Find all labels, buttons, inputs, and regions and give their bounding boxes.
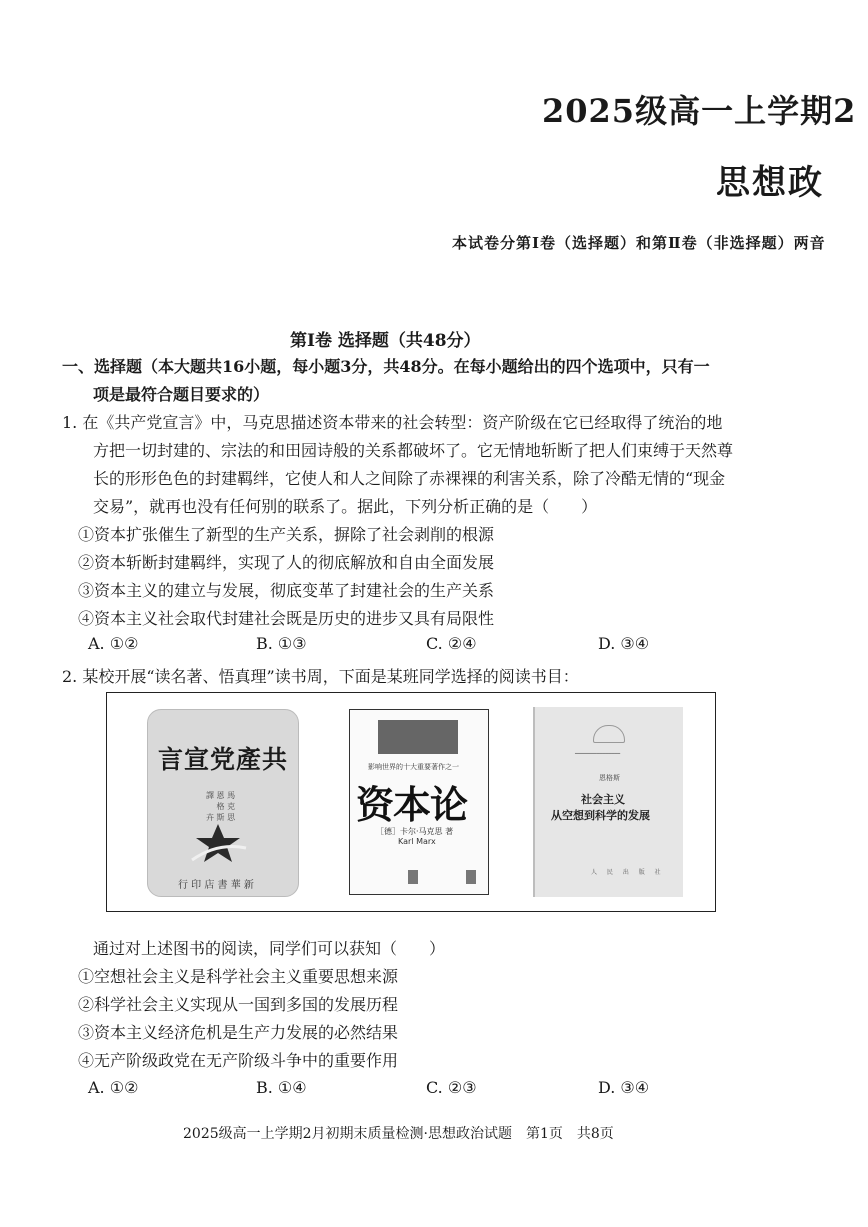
book2-subtitle: 影响世界的十大重要著作之一 — [368, 763, 459, 771]
q1-option-3: ③资本主义的建立与发展，彻底变革了封建社会的生产关系 — [78, 581, 495, 600]
exam-note: 本试卷分第Ⅰ卷（选择题）和第Ⅱ卷（非选择题）两音 — [452, 234, 826, 252]
q2-option-3: ③资本主义经济危机是生产力发展的必然结果 — [78, 1023, 399, 1042]
q1-choice-a: A. ①② — [88, 634, 139, 653]
barcode-icon — [466, 870, 476, 884]
q2-choice-a: A. ①② — [88, 1078, 139, 1097]
q1-option-2: ②资本斩断封建羁绊，实现了人的彻底解放和自由全面发展 — [78, 553, 495, 572]
q2-option-1: ①空想社会主义是科学社会主义重要思想来源 — [78, 967, 399, 986]
q2-question: 通过对上述图书的阅读，同学们可以获知（ ） — [93, 939, 446, 958]
q2-choice-d: D. ③④ — [598, 1078, 650, 1097]
book3-title-2: 从空想到科学的发展 — [551, 809, 650, 822]
cover-photo — [378, 720, 458, 754]
q1-stem-line-1: 1. 在《共产党宣言》中，马克思描述资本带来的社会转型：资产阶级在它已经取得了统治的地 — [62, 413, 723, 432]
q2-choice-b: B. ①④ — [256, 1078, 307, 1097]
q2-choice-c: C. ②③ — [426, 1078, 477, 1097]
q1-option-1: ①资本扩张催生了新型的生产关系，摒除了社会剥削的根源 — [78, 525, 495, 544]
exam-subject: 思想政 — [716, 163, 824, 203]
small-print-decoration: ━━━━━━━━━━━━━━━ — [575, 751, 621, 757]
book1-small-b: 格 克 — [206, 802, 236, 811]
q2-option-4: ④无产阶级政党在无产阶级斗争中的重要作用 — [78, 1051, 399, 1070]
book1-small-a: 譯 恩 馬 — [206, 791, 236, 800]
section-instruction-1: 一、选择题（本大题共16小题，每小题3分，共48分。在每小题给出的四个选项中，只有一 — [62, 357, 710, 376]
page-footer: 2025级高一上学期2月初期末质量检测·思想政治试题 第1页 共8页 — [183, 1126, 614, 1142]
q2-stem: 2. 某校开展“读名著、悟真理”读书周，下面是某班同学选择的阅读书目： — [62, 667, 579, 686]
star-emblem-icon — [188, 822, 248, 866]
q2-option-2: ②科学社会主义实现从一国到多国的发展历程 — [78, 995, 399, 1014]
q1-option-4: ④资本主义社会取代封建社会既是历史的进步又具有局限性 — [78, 609, 495, 628]
book2-author: ［德］卡尔·马克思 著 — [376, 827, 454, 836]
book-socialism-utopian-scientific — [533, 707, 683, 897]
q1-stem-line-4: 交易”，就再也没有任何别的联系了。据此，下列分析正确的是（ ） — [93, 497, 598, 516]
book-communist-manifesto — [147, 709, 299, 897]
book1-small-c: 卉 斯 思 — [206, 813, 236, 822]
emblem-icon — [593, 725, 625, 743]
q1-choice-b: B. ①③ — [256, 634, 307, 653]
book-das-kapital — [349, 709, 489, 895]
book1-publisher: 行 印 店 書 華 新 — [178, 880, 254, 891]
book3-title-1: 社会主义 — [581, 793, 625, 806]
book-covers-figure — [106, 692, 716, 912]
book2-author-en: Karl Marx — [398, 837, 436, 846]
q1-choice-c: C. ②④ — [426, 634, 477, 653]
book1-title: 言宣党產共 — [158, 745, 289, 774]
book2-title: 资本论 — [356, 782, 468, 827]
q1-stem-line-2: 方把一切封建的、宗法的和田园诗般的关系都破坏了。它无情地斩断了把人们束缚于天然尊 — [93, 441, 734, 460]
q1-stem-line-3: 长的形形色色的封建羁绊，它使人和人之间除了赤裸裸的利害关系，除了冷酷无情的“现金 — [93, 469, 726, 488]
book3-publisher: 人 民 出 版 社 — [591, 869, 665, 876]
exam-title: 2025级高一上学期2 — [542, 92, 857, 130]
volume-title: 第Ⅰ卷 选择题（共48分） — [290, 331, 481, 351]
q1-choice-d: D. ③④ — [598, 634, 650, 653]
publisher-logo-icon — [408, 870, 418, 884]
book3-author: 恩格斯 — [599, 774, 620, 782]
section-instruction-2: 项是最符合题目要求的） — [93, 385, 270, 404]
